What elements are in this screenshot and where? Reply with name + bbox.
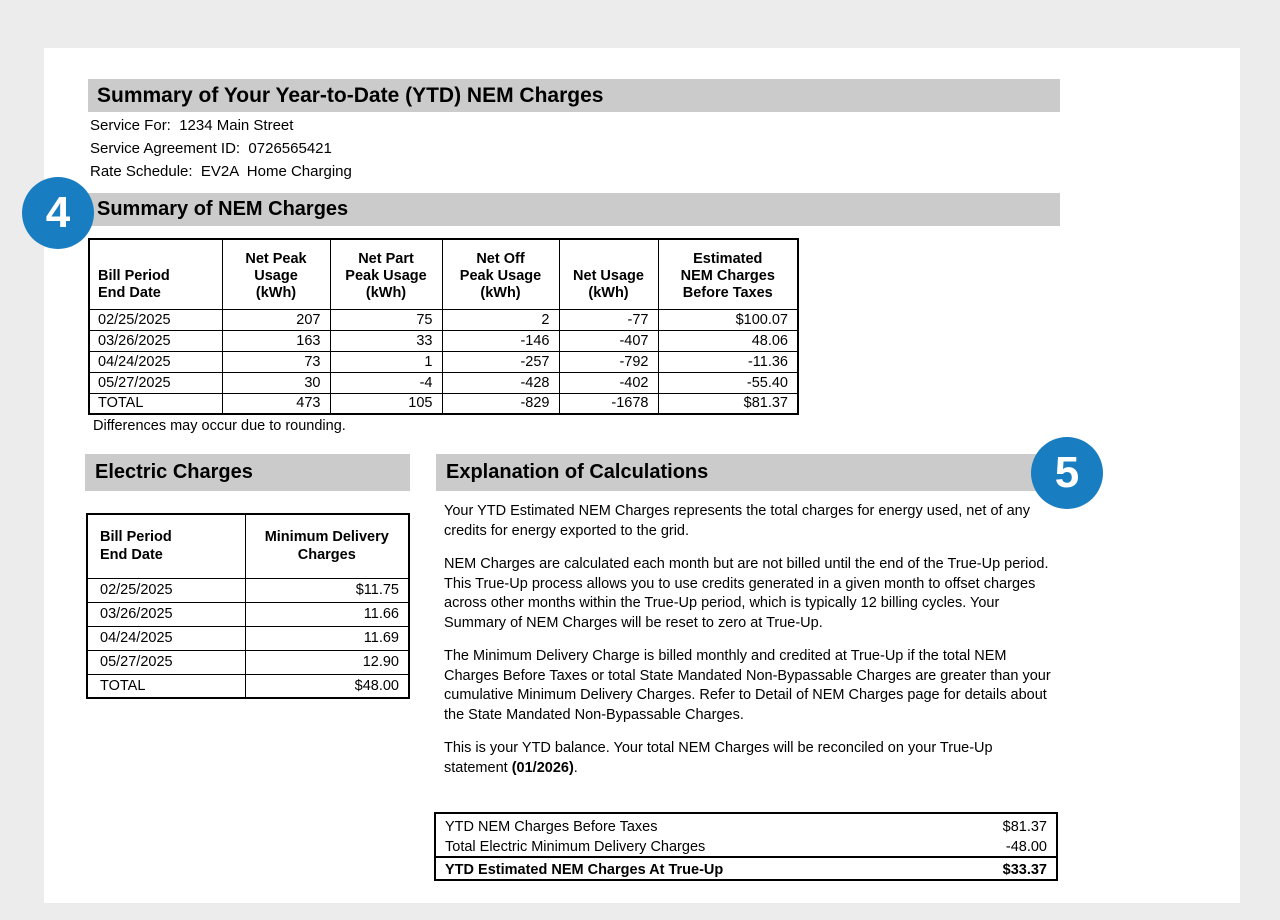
nem-cell-value: 207 bbox=[222, 309, 330, 330]
nem-cell-value: -829 bbox=[442, 393, 559, 414]
nem-col-estimated-charges: Estimated NEM Charges Before Taxes bbox=[658, 239, 798, 309]
nem-cell-charge: 48.06 bbox=[658, 330, 798, 351]
nem-table-row bbox=[89, 351, 798, 372]
nem-cell-value: 75 bbox=[330, 309, 442, 330]
nem-cell-value: -407 bbox=[559, 330, 658, 351]
service-agreement-line bbox=[90, 137, 352, 160]
nem-col-net-peak: Net Peak Usage (kWh) bbox=[222, 239, 330, 309]
summary-row-true-up-total bbox=[436, 858, 1056, 882]
electric-table-row bbox=[87, 602, 409, 626]
electric-cell-date: 04/24/2025 bbox=[87, 626, 245, 650]
service-for-value: 1234 Main Street bbox=[179, 117, 294, 134]
summary-value: $81.37 bbox=[1002, 819, 1047, 835]
electric-col-min-delivery: Minimum Delivery Charges bbox=[245, 514, 409, 578]
electric-cell-charge: $48.00 bbox=[245, 674, 409, 698]
electric-cell-date: 03/26/2025 bbox=[87, 602, 245, 626]
service-for-gap bbox=[171, 117, 179, 134]
rate-schedule-gap bbox=[193, 163, 201, 180]
summary-row-min-delivery bbox=[436, 837, 1056, 858]
nem-header-row bbox=[89, 239, 798, 309]
rounding-footnote: Differences may occur due to rounding. bbox=[93, 418, 346, 434]
nem-cell-charge: $81.37 bbox=[658, 393, 798, 414]
nem-col-bill-period: Bill Period End Date bbox=[89, 239, 222, 309]
nem-cell-charge: -55.40 bbox=[658, 372, 798, 393]
nem-cell-charge: -11.36 bbox=[658, 351, 798, 372]
nem-cell-value: -792 bbox=[559, 351, 658, 372]
electric-heading-bar bbox=[85, 454, 410, 491]
service-agreement-label: Service Agreement ID: bbox=[90, 140, 241, 157]
electric-col-bill-period: Bill Period End Date bbox=[87, 514, 245, 578]
nem-cell-value: 105 bbox=[330, 393, 442, 414]
electric-cell-date: 02/25/2025 bbox=[87, 578, 245, 602]
rate-schedule-line bbox=[90, 160, 352, 183]
nem-col-net-part-peak: Net Part Peak Usage (kWh) bbox=[330, 239, 442, 309]
nem-cell-value: 30 bbox=[222, 372, 330, 393]
ytd-title-bar bbox=[88, 79, 1060, 112]
explanation-paragraph-2: NEM Charges are calculated each month but are not billed until the end of the True-Up period. This True-Up process allows you to use credits generated in a given month to offset charges across other months within the True-Up period, which is typically 12 billing cycles. Your Summary of NEM Charges will be reset to zero at True-Up. bbox=[444, 556, 1049, 631]
nem-cell-value: 163 bbox=[222, 330, 330, 351]
nem-cell-value: 473 bbox=[222, 393, 330, 414]
electric-cell-charge: 11.69 bbox=[245, 626, 409, 650]
electric-total-row bbox=[87, 674, 409, 698]
nem-cell-total-label: TOTAL bbox=[89, 393, 222, 414]
nem-cell-value: 1 bbox=[330, 351, 442, 372]
nem-heading: Summary of NEM Charges bbox=[97, 198, 349, 220]
electric-table-row bbox=[87, 650, 409, 674]
nem-cell-date: 03/26/2025 bbox=[89, 330, 222, 351]
nem-cell-value: 2 bbox=[442, 309, 559, 330]
electric-charges-table bbox=[86, 513, 410, 699]
nem-cell-value: -1678 bbox=[559, 393, 658, 414]
step-5-number: 5 bbox=[1054, 448, 1080, 497]
summary-value: $33.37 bbox=[1002, 862, 1047, 878]
electric-cell-date: 05/27/2025 bbox=[87, 650, 245, 674]
electric-cell-total-label: TOTAL bbox=[87, 674, 245, 698]
explanation-final-note: This is your YTD balance. Your total NEM Charges will be reconciled on your True-Up statement (01/2026). bbox=[444, 740, 993, 776]
nem-cell-value: -428 bbox=[442, 372, 559, 393]
rate-schedule-label: Rate Schedule: bbox=[90, 163, 193, 180]
nem-heading-bar bbox=[88, 193, 1060, 226]
explanation-paragraph-3: The Minimum Delivery Charge is billed monthly and credited at True-Up if the total NEM Charges Before Taxes or total State Mandated Non-Bypassable Charges are greater than your cumulative Minimum Delivery Charges. Refer to Detail of NEM Charges page for details about the State Mandated Non-Bypassable Charges. bbox=[444, 648, 1051, 723]
nem-cell-value: -146 bbox=[442, 330, 559, 351]
nem-cell-value: -402 bbox=[559, 372, 658, 393]
nem-cell-date: 05/27/2025 bbox=[89, 372, 222, 393]
rate-schedule-value: EV2A Home Charging bbox=[200, 163, 352, 180]
nem-table-row bbox=[89, 309, 798, 330]
explanation-heading-bar bbox=[436, 454, 1060, 491]
nem-cell-value: -4 bbox=[330, 372, 442, 393]
step-4-marker bbox=[22, 177, 94, 249]
ytd-summary-box bbox=[434, 812, 1058, 881]
service-info-block bbox=[90, 114, 352, 183]
summary-label: YTD Estimated NEM Charges At True-Up bbox=[445, 862, 724, 878]
nem-col-net-off-peak: Net Off Peak Usage (kWh) bbox=[442, 239, 559, 309]
summary-value: -48.00 bbox=[1005, 839, 1047, 855]
nem-table-row bbox=[89, 372, 798, 393]
electric-header-row bbox=[87, 514, 409, 578]
nem-table-row bbox=[89, 330, 798, 351]
service-for-label: Service For: bbox=[90, 117, 171, 134]
nem-cell-value: 73 bbox=[222, 351, 330, 372]
electric-cell-charge: 11.66 bbox=[245, 602, 409, 626]
service-for-line bbox=[90, 114, 352, 137]
ytd-title: Summary of Your Year-to-Date (YTD) NEM Charges bbox=[97, 84, 604, 107]
electric-cell-charge: 12.90 bbox=[245, 650, 409, 674]
nem-cell-value: 33 bbox=[330, 330, 442, 351]
nem-charges-table bbox=[88, 238, 799, 415]
nem-cell-date: 02/25/2025 bbox=[89, 309, 222, 330]
nem-total-row bbox=[89, 393, 798, 414]
electric-heading: Electric Charges bbox=[95, 461, 253, 483]
summary-label: YTD NEM Charges Before Taxes bbox=[445, 819, 658, 835]
electric-cell-charge: $11.75 bbox=[245, 578, 409, 602]
nem-cell-value: -77 bbox=[559, 309, 658, 330]
nem-col-net-usage: Net Usage (kWh) bbox=[559, 239, 658, 309]
summary-row-before-taxes bbox=[436, 817, 1056, 837]
nem-cell-value: -257 bbox=[442, 351, 559, 372]
service-agreement-value: 0726565421 bbox=[248, 140, 332, 157]
step-5-marker bbox=[1031, 437, 1103, 509]
nem-cell-charge: $100.07 bbox=[658, 309, 798, 330]
explanation-paragraph-1: Your YTD Estimated NEM Charges represents the total charges for energy used, net of any credits for energy exported to the grid. bbox=[444, 503, 1030, 539]
electric-table-row bbox=[87, 626, 409, 650]
step-4-number: 4 bbox=[45, 188, 71, 237]
electric-table-row bbox=[87, 578, 409, 602]
nem-cell-date: 04/24/2025 bbox=[89, 351, 222, 372]
true-up-date: (01/2026) bbox=[511, 759, 574, 776]
explanation-heading: Explanation of Calculations bbox=[446, 461, 709, 483]
summary-label: Total Electric Minimum Delivery Charges bbox=[445, 839, 706, 855]
explanation-body bbox=[444, 502, 1056, 792]
